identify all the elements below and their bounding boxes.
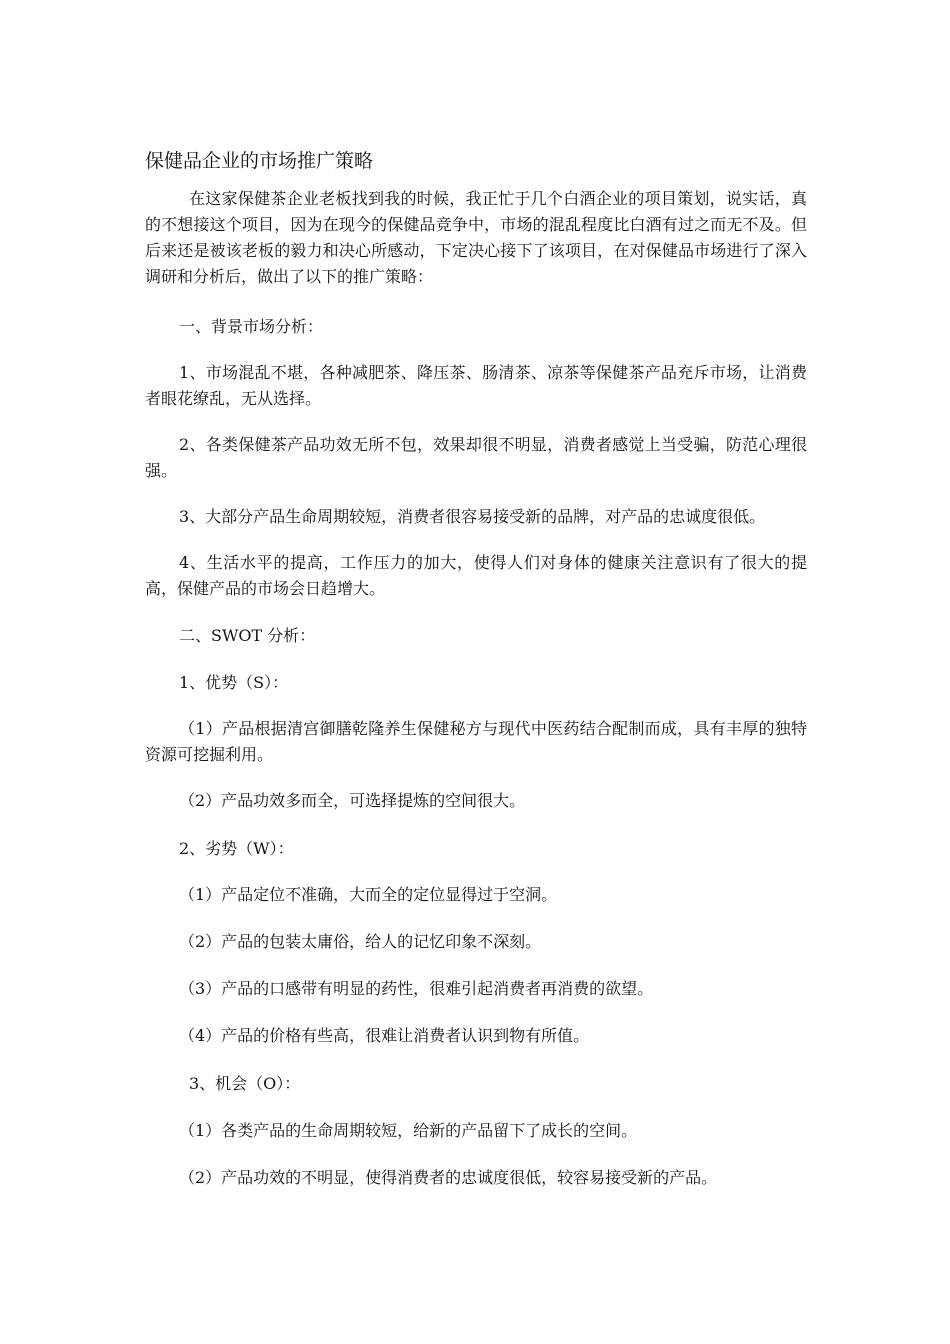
strength-item-1: （1）产品根据清宫御膳乾隆养生保健秘方与现代中医药结合配制而成，具有丰厚的独特资源可挖掘利用。: [145, 719, 807, 764]
weakness-item-1: （1）产品定位不准确，大而全的定位显得过于空洞。: [179, 885, 558, 904]
background-item-2: 2、各类保健茶产品功效无所不包，效果却很不明显，消费者感觉上当受骗，防范心理很强。: [145, 435, 807, 480]
weakness-item-4: （4）产品的价格有些高，很难让消费者认识到物有所值。: [179, 1026, 590, 1045]
weakness-item-2: （2）产品的包装太庸俗，给人的记忆印象不深刻。: [179, 932, 542, 951]
strength-item-2: （2）产品功效多而全，可选择提炼的空间很大。: [179, 791, 526, 810]
background-item-4: 4、生活水平的提高，工作压力的加大，使得人们对身体的健康关注意识有了很大的提高，保健产品的市场会日趋增大。: [145, 553, 807, 598]
strengths-heading: 1、优势（S）：: [179, 673, 289, 692]
background-item-3: 3、大部分产品生命周期较短，消费者很容易接受新的品牌，对产品的忠诚度很低。: [179, 507, 766, 526]
section-2-heading: 二、SWOT 分析：: [179, 626, 316, 645]
opportunities-heading: 3、机会（O）：: [189, 1074, 301, 1093]
document-title: 保健品企业的市场推广策略: [145, 150, 374, 172]
background-item-1: 1、市场混乱不堪，各种减肥茶、降压茶、肠清茶、凉茶等保健茶产品充斥市场，让消费者眼花缭乱，无从选择。: [145, 363, 807, 408]
weaknesses-heading: 2、劣势（W）：: [179, 839, 294, 858]
weakness-item-3: （3）产品的口感带有明显的药性，很难引起消费者再消费的欲望。: [179, 979, 654, 998]
intro-paragraph: 在这家保健茶企业老板找到我的时候，我正忙于几个白酒企业的项目策划，说实话，真的不想接这个项目，因为在现今的保健品竞争中，市场的混乱程度比白酒有过之而无不及。但后来还是被该老板的毅力和决心所感动，下定决心接下了该项目，在对保健品市场进行了深入调研和分析后，做出了以下的推广策略：: [145, 189, 807, 286]
opportunity-item-1: （1）各类产品的生命周期较短，给新的产品留下了成长的空间。: [179, 1121, 638, 1140]
opportunity-item-2: （2）产品功效的不明显，使得消费者的忠诚度很低，较容易接受新的产品。: [179, 1168, 718, 1187]
section-1-heading: 一、背景市场分析：: [179, 317, 324, 336]
